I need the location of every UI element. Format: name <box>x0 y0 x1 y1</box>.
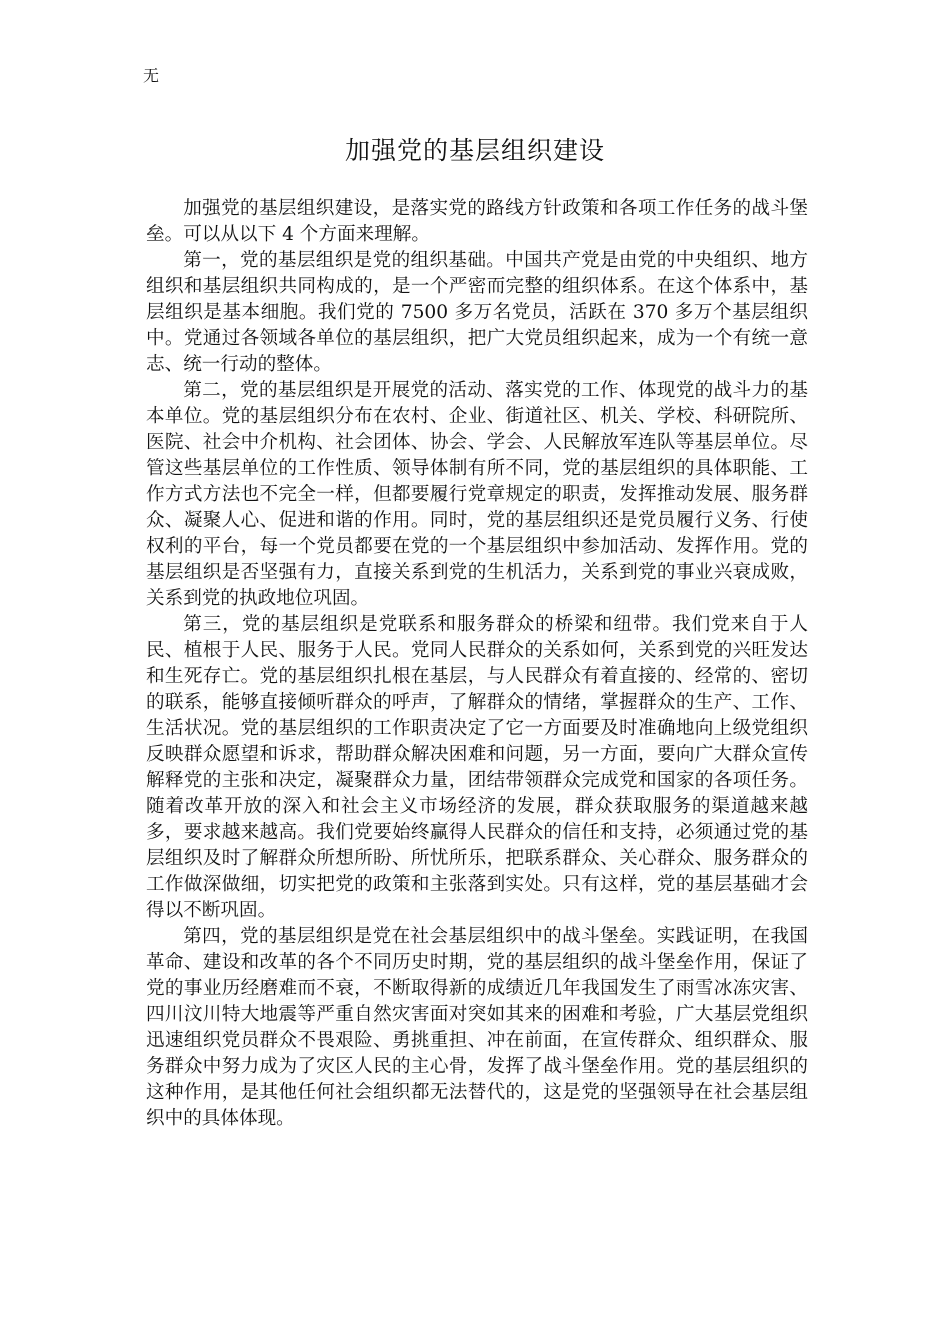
paragraph-first-point: 第一，党的基层组织是党的组织基础。中国共产党是由党的中央组织、地方组织和基层组织共同构成的，是一个严密而完整的组织体系。在这个体系中，基层组织是基本细胞。我们党的 7500 多万名党员，活跃在 370 多万个基层组织中。党通过各领域各单位的基层组织，把广大党员组织起来，成为一个有统一意志、统一行动的整体。 <box>146 250 808 375</box>
paragraph-second-point: 第二，党的基层组织是开展党的活动、落实党的工作、体现党的战斗力的基本单位。党的基层组织分布在农村、企业、街道社区、机关、学校、科研院所、医院、社会中介机构、社会团体、协会、学会、人民解放军连队等基层单位。尽管这些基层单位的工作性质、领导体制有所不同，党的基层组织的具体职能、工作方式方法也不完全一样，但都要履行党章规定的职责，发挥推动发展、服务群众、凝聚人心、促进和谐的作用。同时，党的基层组织还是党员履行义务、行使权利的平台，每一个党员都要在党的一个基层组织中参加活动、发挥作用。党的基层组织是否坚强有力，直接关系到党的生机活力，关系到党的事业兴衰成败，关系到党的执政地位巩固。 <box>146 380 808 609</box>
paragraph-intro: 加强党的基层组织建设，是落实党的路线方针政策和各项工作任务的战斗堡垒。可以从以下 4 个方面来理解。 <box>146 198 808 245</box>
document-body <box>146 196 808 1132</box>
paragraph-third-point: 第三，党的基层组织是党联系和服务群众的桥梁和纽带。我们党来自于人民、植根于人民、服务于人民。党同人民群众的关系如何，关系到党的兴旺发达和生死存亡。党的基层组织扎根在基层，与人民群众有着直接的、经常的、密切的联系，能够直接倾听群众的呼声，了解群众的情绪，掌握群众的生产、工作、生活状况。党的基层组织的工作职责决定了它一方面要及时准确地向上级党组织反映群众愿望和诉求，帮助群众解决困难和问题，另一方面，要向广大群众宣传解释党的主张和决定，凝聚群众力量，团结带领群众完成党和国家的各项任务。随着改革开放的深入和社会主义市场经济的发展，群众获取服务的渠道越来越多，要求越来越高。我们党要始终赢得人民群众的信任和支持，必须通过党的基层组织及时了解群众所想所盼、所忧所乐，把联系群众、关心群众、服务群众的工作做深做细，切实把党的政策和主张落到实处。只有这样，党的基层基础才会得以不断巩固。 <box>146 614 808 921</box>
page-title: 加强党的基层组织建设 <box>344 136 605 165</box>
paragraph-fourth-point: 第四，党的基层组织是党在社会基层组织中的战斗堡垒。实践证明，在我国革命、建设和改革的各个不同历史时期，党的基层组织的战斗堡垒作用，保证了党的事业历经磨难而不衰，不断取得新的成绩近几年我国发生了雨雪冰冻灾害、四川汶川特大地震等严重自然灾害面对突如其来的困难和考验，广大基层党组织迅速组织党员群众不畏艰险、勇挑重担、冲在前面，在宣传群众、组织群众、服务群众中努力成为了灾区人民的主心骨，发挥了战斗堡垒作用。党的基层组织的这种作用，是其他任何社会组织都无法替代的，这是党的坚强领导在社会基层组织中的具体体现。 <box>146 926 808 1129</box>
header-mark: 无 <box>143 66 160 85</box>
